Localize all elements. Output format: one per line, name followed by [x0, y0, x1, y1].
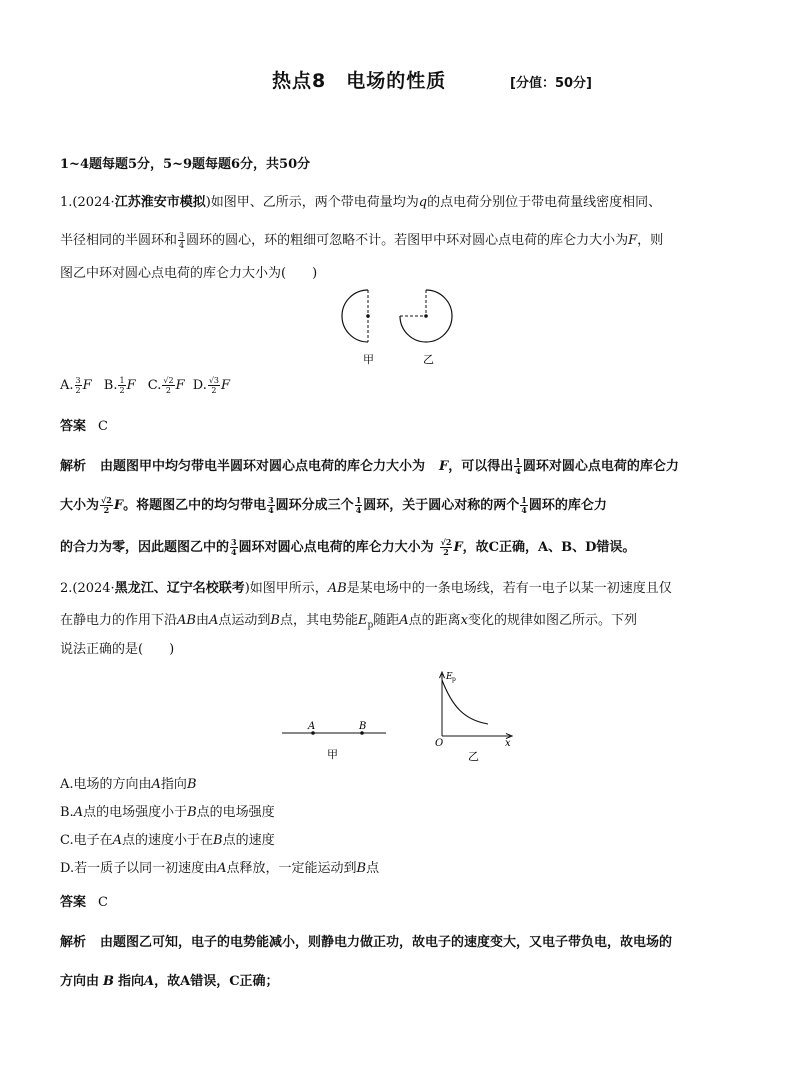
q1-analysis-2: 大小为 $\frac{√2}{2}$ F。将题图乙中的均匀带电 $\frac{3}{4}$ 圆环分成三个 $\frac{1}{4}$ 圆环，关于圆心对称的两个 $\frac{1}{4}$ 圆环的库仑力 — [60, 495, 607, 515]
intro-text: 1~4题每题5分，5~9题每题6分，共50分 — [60, 157, 311, 172]
q1-figure — [330, 285, 470, 375]
semicircle-ring — [342, 290, 368, 342]
q1-options — [60, 376, 230, 395]
q1-option-b: B. $\frac{1}{2}$ F — [103, 376, 136, 395]
label-yi: 乙 — [423, 353, 434, 366]
svg-text:p: p — [452, 676, 456, 683]
q2-figure-jia — [280, 715, 390, 765]
q1-line1: 1.(2024·江苏淮安市模拟)如图甲、乙所示，两个带电荷量均为q的点电荷分别位于带电荷量线密度相同、 — [60, 195, 662, 210]
center-charge-jia — [366, 314, 370, 318]
q1-line3: 图乙中环对圆心点电荷的库仑力大小为( ) — [60, 266, 318, 281]
q2-line3: 说法正确的是( ) — [60, 642, 175, 657]
center-charge-yi — [424, 314, 428, 318]
q2-figure-yi — [430, 668, 525, 768]
svg-text:B: B — [359, 721, 367, 732]
label-jia: 甲 — [363, 353, 374, 366]
q2-analysis-1: 解析 由题图乙可知，电子的电势能减小，则静电力做正功，故电子的速度变大，又电子带负电，故电场的 — [60, 935, 673, 950]
svg-text:E: E — [446, 672, 453, 682]
q2-line2: 在静电力的作用下沿AB由A点运动到B点，其电势能$E_p$随距A点的距离x变化的规律如图乙所示。下列 — [60, 613, 638, 631]
svg-text:甲: 甲 — [327, 748, 338, 761]
q1-answer: 答案 C — [60, 419, 108, 434]
q1-option-c: C. $\frac{√2}{2}$ F — [147, 376, 185, 395]
svg-text:x: x — [505, 738, 511, 749]
q1-option-d: D. $\frac{√3}{2}$ F — [192, 376, 231, 395]
svg-text:A: A — [308, 721, 316, 732]
page-title: 热点8 电场的性质 — [272, 70, 447, 92]
q1-analysis-3: 的合力为零，因此题图乙中的 $\frac{3}{4}$ 圆环对圆心点电荷的库仑力大小为 $\frac{√2}{2}$ F，故C正确，A、B、D错误。 — [60, 537, 636, 557]
q2-analysis-2: 方向由 B 指向A，故A错误，C正确； — [60, 974, 279, 989]
q2-option-d: D.若一质子以同一初速度由A点释放，一定能运动到B点 — [60, 861, 380, 876]
q2-option-c: C.电子在A点的速度小于在B点的速度 — [60, 833, 275, 848]
svg-text:乙: 乙 — [468, 750, 479, 763]
ep-curve — [442, 680, 488, 724]
q1-option-a: A. $\frac{3}{2}$ F — [60, 376, 92, 395]
q1-line2: 半径相同的半圆环和 $\frac{3}{4}$ 圆环的圆心，环的粗细可忽略不计。若图甲中环对圆心点电荷的库仑力大小为F，则 — [60, 231, 664, 250]
svg-text:O: O — [435, 738, 444, 749]
q1-analysis-1: 解析 由题图甲中均匀带电半圆环对圆心点电荷的库仑力大小为 F，可以得出 $\frac{1}{4}$ 圆环对圆心点电荷的库仑力 — [60, 456, 679, 476]
q2-option-b: B.A点的电场强度小于B点的电场强度 — [60, 805, 275, 820]
score-label: [分值：50分] — [510, 76, 592, 91]
q2-line1: 2.(2024·黑龙江、辽宁名校联考)如图甲所示，AB是某电场中的一条电场线，若有一电子以某一初速度且仅 — [60, 581, 672, 596]
q2-answer: 答案 C — [60, 895, 108, 910]
q2-option-a: A.电场的方向由A指向B — [60, 777, 197, 792]
